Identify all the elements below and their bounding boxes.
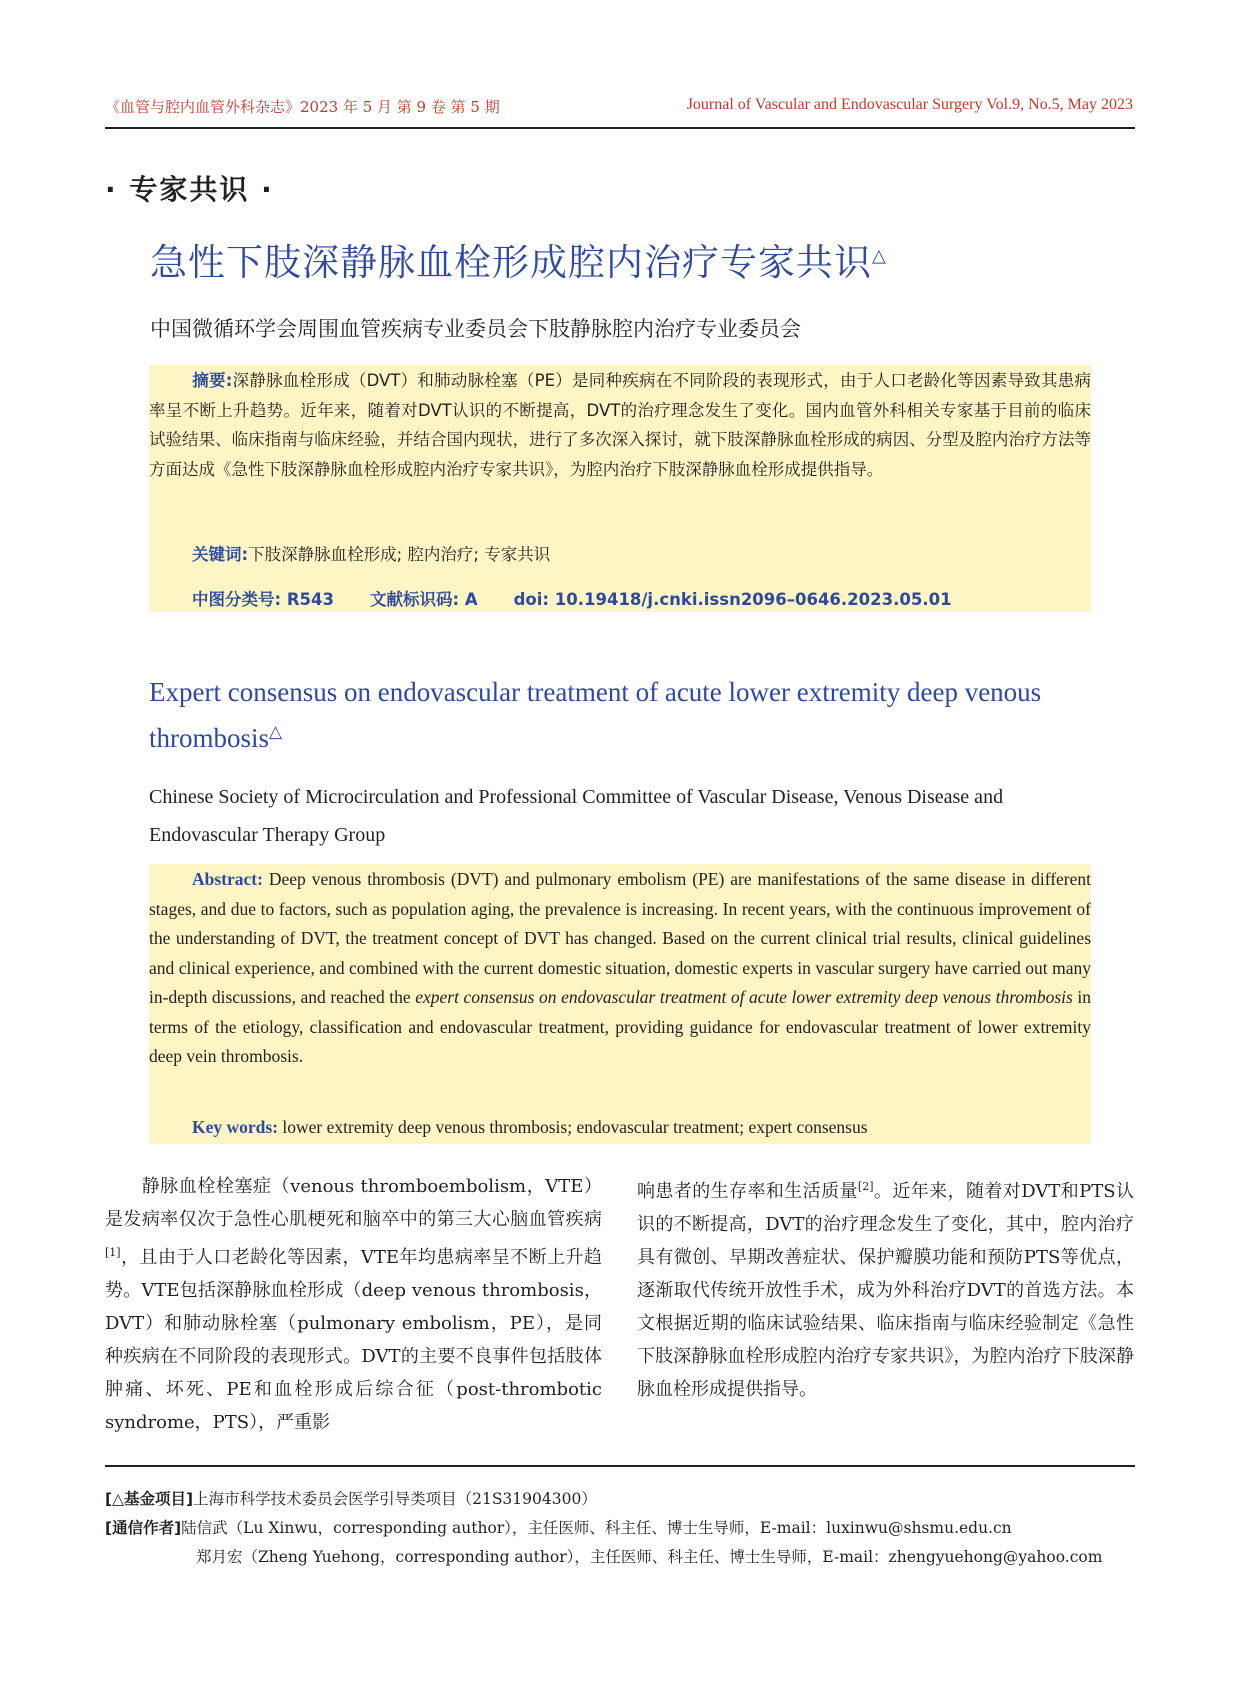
en-keywords: [192, 1117, 868, 1138]
cn-keywords-text: 下肢深静脉血栓形成; 腔内治疗; 专家共识: [248, 545, 551, 564]
en-abstract-label: Abstract:: [192, 869, 263, 889]
funding-label: [△基金项目]: [105, 1490, 194, 1508]
en-abstract-text-2: in terms of the etiology, classification and endovascular treatment, providing guidance for endovascular treatment of lower extremity deep vein thrombosis.: [149, 987, 1091, 1066]
document-code: 文献标识码: A: [370, 590, 478, 609]
en-abstract: [149, 865, 1091, 1072]
cn-authors: 中国微循环学会周围血管疾病专业委员会下肢静脉腔内治疗专业委员会: [150, 317, 801, 341]
cn-title: [150, 232, 887, 286]
body-right-text-2: 。近年来，随着对DVT和PTS认识的不断提高，DVT的治疗理念发生了变化，其中，腔内治疗具有微创、早期改善症状、保护瓣膜功能和预防PTS等优点，逐渐取代传统开放性手术，成为外科治疗DVT的首选方法。本文根据近期的临床试验结果、临床指南与临床经验制定《急性下肢深静脉血栓形成腔内治疗专家共识》，为腔内治疗下肢深静脉血栓形成提供指导。: [637, 1181, 1134, 1400]
corresponding-label: [通信作者]: [105, 1519, 182, 1537]
funding-text: 上海市科学技术委员会医学引导类项目（21S31904300）: [193, 1490, 597, 1508]
body-left-text-2: ，且由于人口老龄化等因素，VTE年均患病率呈不断上升趋势。VTE包括深静脉血栓形成（deep venous thrombosis，DVT）和肺动脉栓塞（pulmonary embolism，PE），是同种疾病在不同阶段的表现形式。DVT的主要不良事件包括肢体肿痛、坏死、PE和血栓形成后综合征（post-thrombotic syndrome，PTS），严重影: [105, 1247, 602, 1433]
section-tag: · 专家共识 ·: [105, 173, 274, 206]
footnote-corresponding-2: 郑月宏（Zheng Yuehong，corresponding author），主任医师、科主任、博士生导师，E-mail：zhengyuehong@yahoo.com: [196, 1548, 1103, 1566]
cn-keywords-label: 关键词:: [192, 545, 249, 564]
body-right-text-1: 响患者的生存率和生活质量: [637, 1181, 858, 1202]
doi-link[interactable]: doi: 10.19418/j.cnki.issn2096–0646.2023.05.01: [513, 590, 952, 609]
en-authors: Chinese Society of Microcirculation and Professional Committee of Vascular Disease, Venous Disease and Endovascular Therapy Group: [149, 786, 1004, 846]
cn-abstract-text: 深静脉血栓形成（DVT）和肺动脉栓塞（PE）是同种疾病在不同阶段的表现形式，由于人口老龄化等因素导致其患病率呈不断上升趋势。近年来，随着对DVT认识的不断提高，DVT的治疗理念发生了变化。国内血管外科相关专家基于目前的临床试验结果、临床指南与临床经验，并结合国内现状，进行了多次深入探讨，就下肢深静脉血栓形成的病因、分型及腔内治疗方法等方面达成《急性下肢深静脉血栓形成腔内治疗专家共识》，为腔内治疗下肢深静脉血栓形成提供指导。: [149, 371, 1091, 479]
en-title-footnote-mark: △: [269, 722, 283, 741]
cn-title-text: 急性下肢深静脉血栓形成腔内治疗专家共识: [150, 241, 872, 284]
cn-abstract-label: 摘要:: [192, 371, 233, 390]
citation-ref-2[interactable]: [2]: [857, 1180, 874, 1193]
en-title-text: Expert consensus on endovascular treatment of acute lower extremity deep venous thrombosis: [149, 677, 1042, 753]
clc-number: 中图分类号: R543: [192, 590, 334, 609]
en-abstract-text-1: Deep venous thrombosis (DVT) and pulmonary embolism (PE) are manifestations of the same disease in different stages, and due to factors, such as population aging, the prevalence is increasing. In recent years, with the continuous improvement of the understanding of DVT, the treatment concept of DVT has changed. Based on the current clinical trial results, clinical guidelines and clinical experience, and combined with the current domestic situation, domestic experts in vascular surgery have carried out many in-depth discussions, and reached the: [149, 869, 1092, 1007]
en-title: [149, 673, 1109, 758]
journal-header-en: Journal of Vascular and Endovascular Surgery Vol.9, No.5, May 2023: [686, 96, 1133, 113]
footnote-funding: [105, 1487, 597, 1509]
journal-header-cn: 《血管与腔内血管外科杂志》2023 年 5 月 第 9 卷 第 5 期: [105, 98, 500, 116]
en-keywords-label: Key words:: [192, 1117, 279, 1137]
corresponding-text-1: 陆信武（Lu Xinwu，corresponding author），主任医师、科主任、博士生导师，E-mail：luxinwu@shsmu.edu.cn: [181, 1519, 1012, 1537]
header-rule: [105, 127, 1135, 129]
cn-title-footnote-mark: △: [872, 245, 887, 267]
cn-keywords: [192, 541, 550, 565]
body-column-left: [105, 1170, 602, 1439]
footnote-rule: [105, 1465, 1135, 1467]
cn-classification: [192, 586, 988, 610]
body-column-right: [637, 1170, 1134, 1406]
en-keywords-text: lower extremity deep venous thrombosis; endovascular treatment; expert consensus: [282, 1117, 868, 1137]
cn-abstract: [149, 366, 1091, 484]
body-left-text-1: 静脉血栓栓塞症（venous thromboembolism，VTE）是发病率仅次于急性心肌梗死和脑卒中的第三大心脑血管疾病: [105, 1176, 602, 1230]
citation-ref-1[interactable]: [1]: [105, 1246, 121, 1259]
en-abstract-italic: expert consensus on endovascular treatment of acute lower extremity deep venous thrombosis: [415, 987, 1073, 1007]
footnote-corresponding-1: [105, 1516, 1012, 1538]
